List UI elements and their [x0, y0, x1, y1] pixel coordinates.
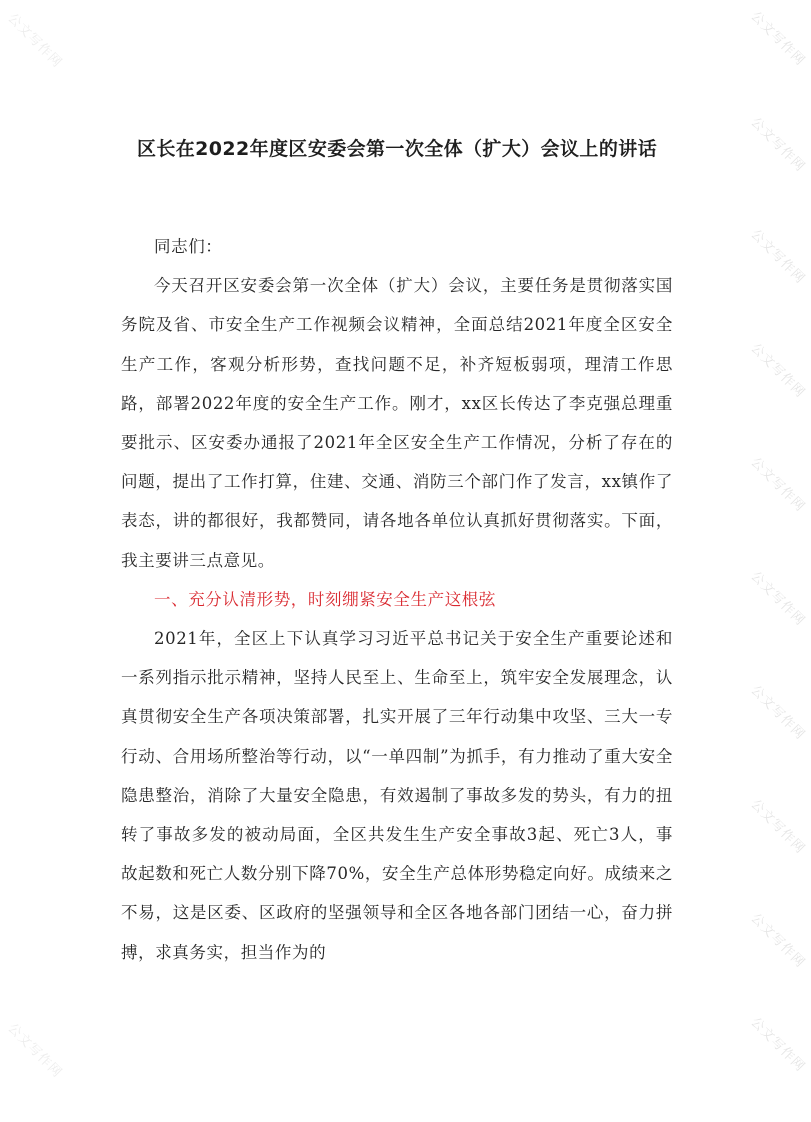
paragraph-intro: 今天召开区安委会第一次全体（扩大）会议，主要任务是贯彻落实国务院及省、市安全生产工作视频会议精神，全面总结2021年度全区安全生产工作，客观分析形势，查找问题不足，补齐短板弱项，理清工作思路，部署2022年度的安全生产工作。刚才，xx区长传达了李克强总理重要批示、区安委办通报了2021年全区安全生产工作情况，分析了存在的问题，提出了工作打算，住建、交通、消防三个部门作了发言，xx镇作了表态，讲的都很好，我都赞同，请各地各单位认真抓好贯彻落实。下面，我主要讲三点意见。: [121, 276, 673, 570]
watermark-text: 公文写作网: [747, 340, 808, 401]
watermark-text: 公文写作网: [747, 568, 808, 629]
watermark-text: 公文写作网: [747, 114, 808, 175]
watermark-text: 公文写作网: [747, 682, 808, 743]
watermark-text: 公文写作网: [4, 10, 65, 71]
watermark-text: 公文写作网: [747, 8, 808, 69]
document-body: [121, 227, 673, 972]
watermark-text: 公文写作网: [747, 796, 808, 857]
section-heading: 一、充分认清形势，时刻绷紧安全生产这根弦: [154, 589, 496, 609]
watermark-column: [747, 0, 808, 1122]
watermark-text: 公文写作网: [747, 454, 808, 515]
watermark-text: 公文写作网: [747, 1014, 808, 1075]
salutation: 同志们：: [154, 237, 223, 256]
watermark-text: 公文写作网: [747, 910, 808, 971]
watermark-text: 公文写作网: [747, 226, 808, 287]
document-title: 区长在2022年度区安委会第一次全体（扩大）会议上的讲话: [136, 138, 658, 160]
paragraph-section-1: 2021年，全区上下认真学习习近平总书记关于安全生产重要论述和一系列指示批示精神，坚持人民至上、生命至上，筑牢安全发展理念，认真贯彻安全生产各项决策部署，扎实开展了三年行动集中攻坚、三大一专行动、合用场所整治等行动，以“一单四制”为抓手，有力推动了重大安全隐患整治，消除了大量安全隐患，有效遏制了事故多发的势头，有力的扭转了事故多发的被动局面，全区共发生生产安全事故3起、死亡3人，事故起数和死亡人数分别下降70%，安全生产总体形势稳定向好。成绩来之不易，这是区委、区政府的坚强领导和全区各地各部门团结一心，奋力拼搏，求真务实，担当作为的: [121, 629, 673, 962]
watermark-text: 公文写作网: [4, 1020, 65, 1081]
